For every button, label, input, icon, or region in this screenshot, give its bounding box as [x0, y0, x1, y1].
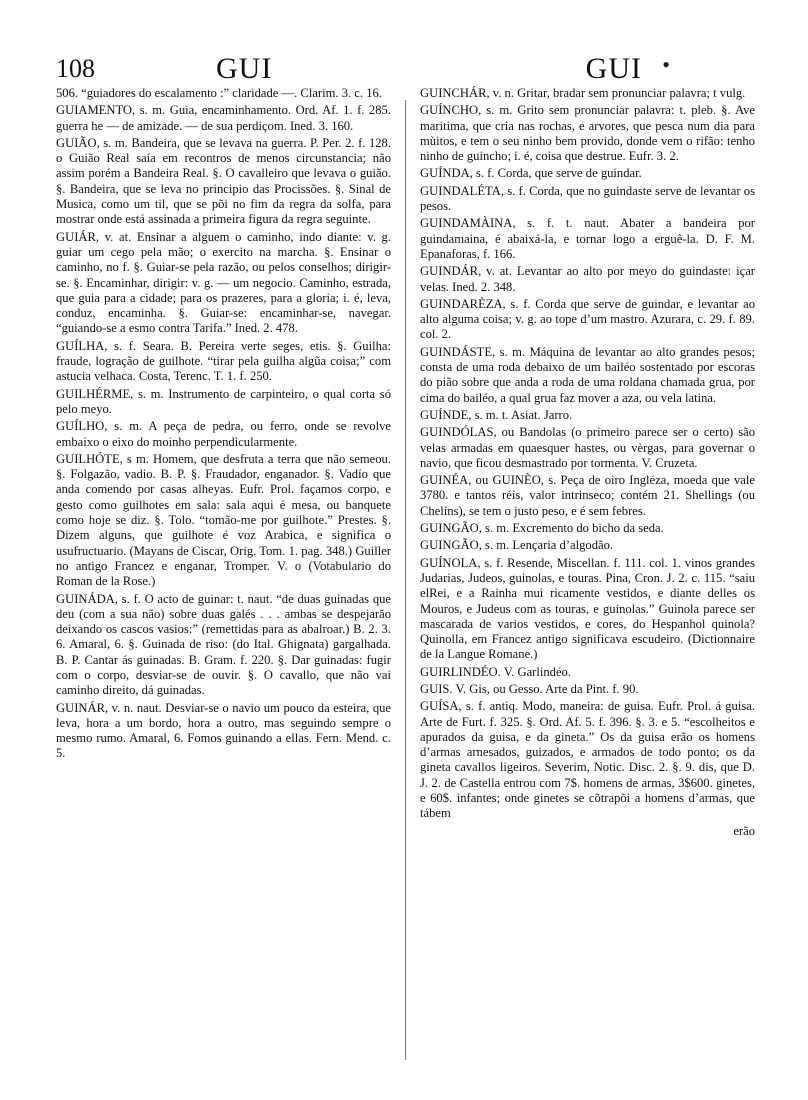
dictionary-entry: GUINÉA, ou GUINÈO, s. Peça de oiro Ingléza, moeda que vale 3780. e tantos réis, valor intrinseco; contém 21. Shellings (ou Chelins), se tem o justo peso, e é sem febres. [420, 473, 755, 518]
dictionary-entry: GUIAMENTO, s. m. Guia, encaminhamento. Ord. Af. 1. f. 285. guerra he — de amizade. — de sua perdiçom. Ined. 3. 160. [56, 103, 391, 133]
dictionary-entry: GUINGÃO, s. m. Excremento do bicho da seda. [420, 521, 664, 536]
right-running-head: GUI [585, 52, 642, 85]
dictionary-entry: GUINDÁSTE, s. m. Máquina de levantar ao alto grandes pesos; consta de uma roda debaixo de um bailéo sostentado por escoras do pião sobre que anda a roda de uma roldana chamada grua, por cima do bailéo, a qual grua faz mover a aza, ou vela latina. [420, 344, 755, 405]
dictionary-entry: GUINÁR, v. n. naut. Desviar-se o navio um pouco da esteira, que leva, hora a um bordo, hora a outro, mas seguindo sempre o mesmo rumo. Amaral, 6. Fomos guinando a ellas. Fern. Mend. c. 5. [56, 700, 391, 761]
ornament-mark: • [662, 52, 670, 77]
column-divider [405, 100, 406, 1060]
dictionary-entry: GUILHÉRME, s. m. Instrumento de carpinteiro, o qual corta só pelo meyo. [56, 386, 391, 416]
left-running-head: GUI [216, 52, 273, 85]
dictionary-entry: GUINCHÁR, v. n. Gritar, bradar sem pronunciar palavra; t vulg. [420, 86, 746, 100]
dictionary-entry: GUÍNDE, s. m. t. Asiat. Jarro. [420, 407, 573, 422]
dictionary-entry: GUIRLINDÉO. V. Garlindéo. [420, 664, 571, 679]
left-column [56, 86, 391, 764]
dictionary-entry: GUIS. V. Gis, ou Gesso. Arte da Pint. f. 90. [420, 681, 639, 696]
right-column [420, 86, 755, 841]
catchword: erão [733, 823, 755, 838]
dictionary-entry: GUILHÓTE, s m. Homem, que desfruta a terra que não semeou. §. Folgazão, vadio. B. P. §. Fraudador, enganador. §. Vadío que anda comendo por casas alheyas. Eufr. Prol. façamos corpo, e gesto como guilhotes em sala: sala aqui é mesa, ou banquete como hoje se diz. §. Tolo. “tomão-me por guilhote.” Prestes. §. Dizem alguns, que guilhote é voz Arabica, e significa o usufructuario. (Mayans de Ciscar, Orig. Tom. 1. pag. 348.) Guiller no antigo Francez e enganar, Tromper. V. o (Votabulario do Roman de la Rose.) [56, 451, 391, 589]
dictionary-entry: GUINDÓLAS, ou Bandolas (o primeiro parece ser o certo) são velas armadas em quaesquer hastes, ou vèrgas, para governar o navio, que ficou desmastrado por tormenta. V. Cruzeta. [420, 425, 755, 470]
dictionary-entry: GUINDARÈZA, s. f. Corda que serve de guindar, e levantar ao alto alguma coisa; v. g. ao tope d’um mastro. Azurara, c. 29. f. 89. col. 2. [420, 296, 755, 342]
dictionary-entry: GUINDALÉTA, s. f. Corda, que no guindaste serve de levantar os pesos. [420, 183, 755, 214]
dictionary-entry: GUÍNCHO, s. m. Grito sem pronunciar palavra: t. pleb. §. Ave maritima, que cria nas rochas, e arvores, que pesca num dia para mùitos, e tem o seu ninho bem provido, donde vem o rifão: tenho ninho de guincho; i. é, coisa que destrue. Eufr. 3. 2. [420, 103, 755, 164]
dictionary-entry: GUIÁR, v. at. Ensinar a alguem o caminho, indo diante: v. g. guiar um cego pela mão; o exercito na marcha. §. Ensinar o caminho, no f. §. Guiar-se pela razão, ou pelos conselhos; dirigir-se. §. Encaminhar, dirigir: v. g. — um negocio. Caminho, estrada, que guia para a cidade; para os prazeres, para a gloria; i. é, leva, conduz, encaminha. §. Guiar-se: encaminhar-se, navegar. “guiando-se a esmo contra Tarifa.” Ined. 2. 478. [56, 229, 391, 336]
dictionary-entry: GUÍNDA, s. f. Corda, que serve de guindar. [420, 166, 642, 181]
dictionary-entry: GUÍLHO, s. m. A peça de pedra, ou ferro, onde se revolve embaixo o eixo do moinho perpendicularmente. [56, 419, 391, 449]
dictionary-entry: GUINDÁR, v. at. Levantar ao alto por meyo do guindaste: içar velas. Ined. 2. 348. [420, 264, 755, 294]
dictionary-entry: GUÍLHA, s. f. Seara. B. Pereira verte seges, etis. §. Guilha: fraude, logração de guilhote. “tirar pela guilha algũa coisa;” com astucia velhaca. Costa, Terenc. T. 1. f. 250. [56, 338, 391, 384]
dictionary-entry: 506. “guiadores do escalamento :” claridade —. Clarim. 3. c. 16. [56, 86, 382, 100]
dictionary-entry: GUIÃO, s. m. Bandeira, que se levava na guerra. P. Per. 2. f. 128. o Guião Real saía em recontros de menos circunstancia; não assim porém a Bandeira Real. §. O cavalleiro que levava o guião. §. Bandeira, que se leva no principio das Procissões. §. Sinal de Musica, como um til, que se põi no fim da regra da solfa, para mostrar onde está assinada a primeira figura da regra seguinte. [56, 135, 391, 227]
dictionary-entry: GUINÁDA, s. f. O acto de guinar: t. naut. “de duas guinadas que deu (com a sua não) sobre duas galés . . . ambas se despejarão deixando os cascos vasios:” (remettidas para as abalroar.) B. 2. 3. 6. Amaral, 6. §. Guinada de riso: (do Ital. Ghignata) gargalhada. B. P. Cantar ás guinadas. B. Gram. f. 220. §. Dar guinadas: fugir com o corpo, desviar-se de ouvir. §. O cavallo, que não vai caminho direito, dá guinadas. [56, 591, 391, 698]
dictionary-entry: GUINGÃO, s. m. Lençaria d’algodão. [420, 538, 614, 553]
running-header [56, 48, 754, 88]
page-number: 108 [56, 54, 95, 83]
dictionary-entry: GUÍNOLA, s. f. Resende, Miscellan. f. 111. col. 1. vinos grandes Judarias, Judeos, guinolas, e touras. Pina, Cron. J. 2. c. 115. “saiu elRei, e a Rainha mui ricamente vestidos, e diante delles os Mouros, e Judeus com as touras, e guinolas.” Guinola parece ser mascarada de varios vestidos, e cores, do Hespanhol quinola? Quinolla, em Francez antigo significava escudeiro. (Dictionnaire de la Langue Romane.) [420, 555, 755, 662]
dictionary-entry: GUÍSA, s. f. antiq. Modo, maneira: de guisa. Eufr. Prol. á guisa. Arte de Furt. f. 325. §. Ord. Af. 5. f. 396. §. 3. e 5. “escolheitos e apurados da guisa, e da gineta.” Os da guisa erão os homens d’armas arnesados, guizados, e armados de todo ponto; os da gineta cavallos ligeiros. Severim, Notic. Disc. 2. §. 9. dis, que D. J. 2. de Castella entrou com 7$. homens de armas, 3$600. ginetes, e 60$. infantes; onde ginetes se cõtrapõi a homens d’armas, que tábem [420, 699, 755, 821]
dictionary-entry: GUINDAMÀINA, s. f. t. naut. Abater a bandeira por guindamaina, é abaixá-la, e tornar logo a erguê-la. D. F. M. Epanaforas, f. 166. [420, 216, 755, 261]
